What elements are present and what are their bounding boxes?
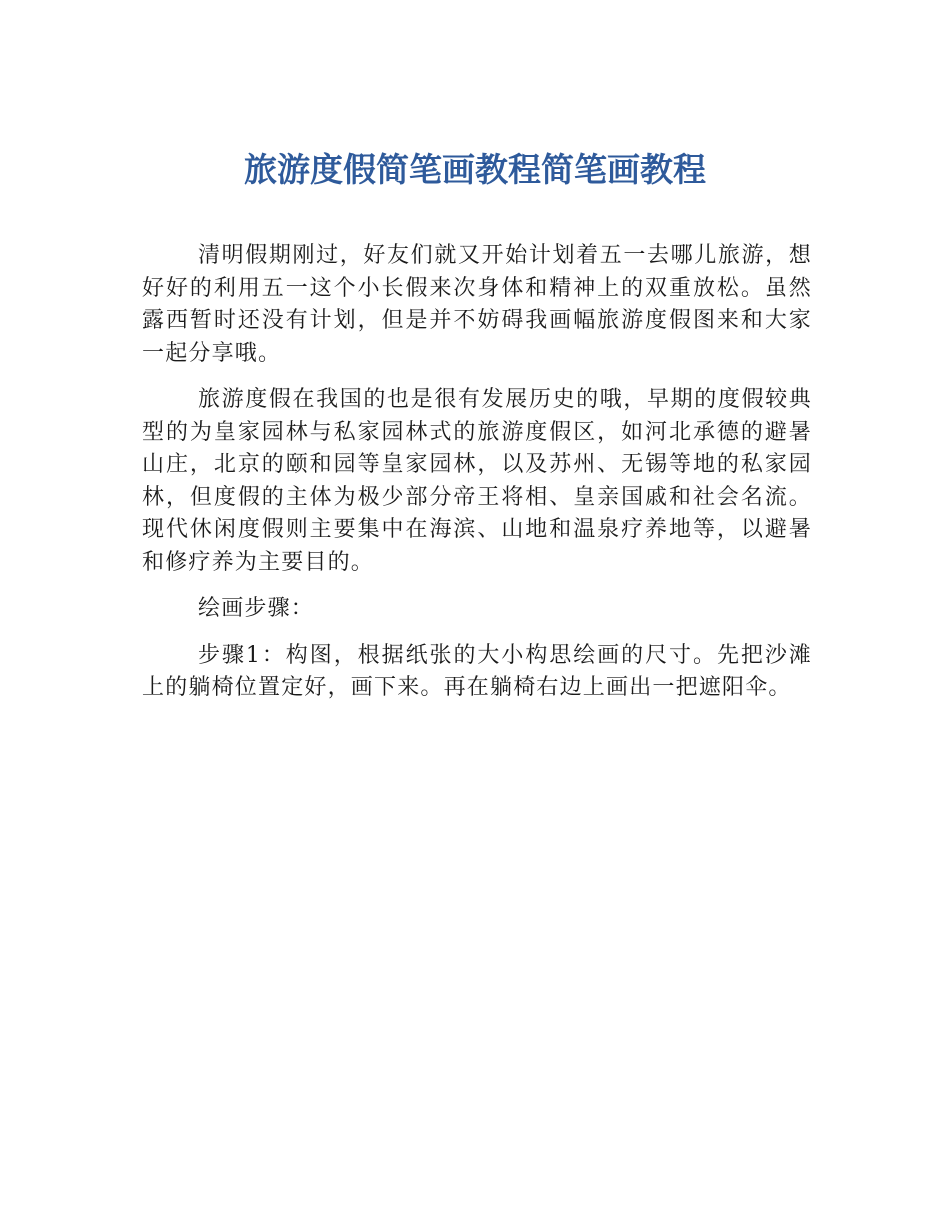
paragraph-steps-heading: 绘画步骤： [198, 596, 315, 621]
paragraph-history: 旅游度假在我国的也是很有发展历史的哦，早期的度假较典型的为皇家园林与私家园林式的旅游度假区，如河北承德的避暑山庄，北京的颐和园等皇家园林，以及苏州、无锡等地的私家园林，但度假的主体为极少部分帝王将相、皇亲国戚和社会名流。现代休闲度假则主要集中在海滨、山地和温泉疗养地等，以避暑和修疗养为主要目的。 [142, 387, 812, 575]
document-body [142, 240, 812, 719]
document-title: 旅游度假简笔画教程简笔画教程 [244, 150, 706, 189]
paragraph-step-1: 步骤1：构图，根据纸张的大小构思绘画的尺寸。先把沙滩上的躺椅位置定好，画下来。再在躺椅右边上画出一把遮阳伞。 [142, 642, 812, 700]
paragraph-intro: 清明假期刚过，好友们就又开始计划着五一去哪儿旅游，想好好的利用五一这个小长假来次身体和精神上的双重放松。虽然露西暂时还没有计划，但是并不妨碍我画幅旅游度假图来和大家一起分享哦。 [142, 243, 812, 366]
